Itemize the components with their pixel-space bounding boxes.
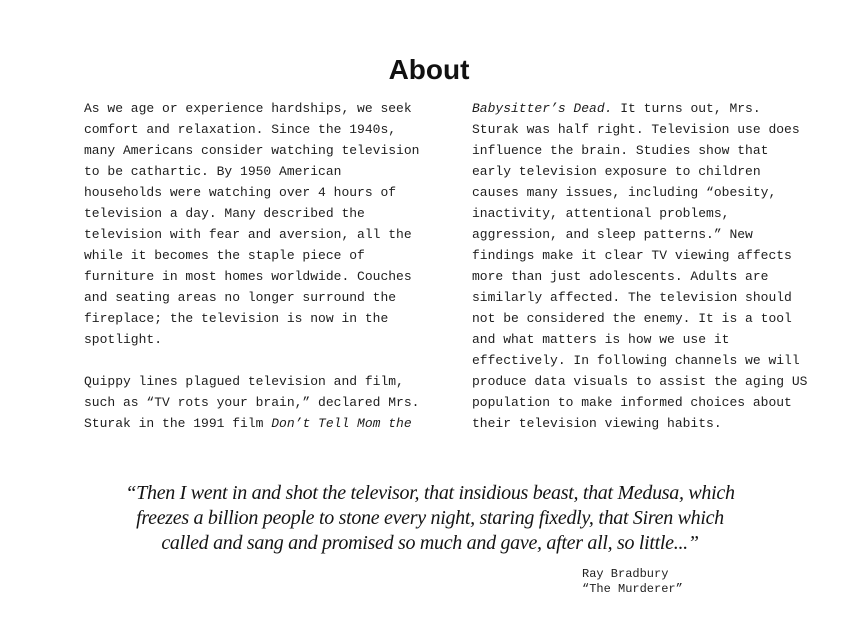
body-text-line: population to make informed choices about [472,395,792,410]
film-title-italic: Babysitter’s Dead. [472,101,613,116]
about-text-right-column [472,98,808,434]
body-text-segment: Sturak in the 1991 film [84,416,272,431]
body-text-line: television a day. Many described the [84,206,365,221]
body-text-line: similarly affected. The television should [472,290,792,305]
body-text-line: households were watching over 4 hours of [84,185,397,200]
quote-attribution [582,567,683,597]
body-text-line: findings make it clear TV viewing affects [472,248,792,263]
body-text-line: more than just adolescents. Adults are [472,269,769,284]
body-text-segment: It turns out, Mrs. [612,101,761,116]
body-text-line: inactivity, attentional problems, [472,206,730,221]
body-text-line: while it becomes the staple piece of [84,248,365,263]
body-text-line: to be cathartic. By 1950 American [84,164,342,179]
body-text-line: spotlight. [84,332,163,347]
body-text-line: fireplace; the television is now in the [84,311,389,326]
body-text-line: influence the brain. Studies show that [472,143,769,158]
paragraph-spacer [84,350,424,371]
body-text-line: causes many issues, including “obesity, [472,185,777,200]
quote-line: freezes a billion people to stone every night, staring fixedly, that Siren which [136,507,724,529]
quote-line: “Then I went in and shot the televisor, that insidious beast, that Medusa, which [125,482,735,504]
body-text-line: not be considered the enemy. It is a tool [472,311,792,326]
body-text-line: aggression, and sleep patterns.” New [472,227,753,242]
about-text-left-column [84,98,424,434]
page-title: About [388,54,470,85]
body-text-line: Sturak was half right. Television use does [472,122,800,137]
body-text-line: Quippy lines plagued television and film, [84,374,404,389]
body-text-line: As we age or experience hardships, we seek [84,101,412,116]
film-title-italic: Don’t Tell Mom the [271,416,412,431]
quote-source: “The Murderer” [582,582,683,596]
body-text-line: such as “TV rots your brain,” declared Mrs. [84,395,420,410]
body-text-line: comfort and relaxation. Since the 1940s, [84,122,397,137]
body-text-line [472,98,802,119]
body-text-line [84,413,424,434]
body-text-line: and what matters is how we use it [472,332,730,347]
quote-line: called and sang and promised so much and gave, after all, so little...” [161,532,699,554]
body-text-line: television with fear and aversion, all the [84,227,412,242]
body-text-line: many Americans consider watching television [84,143,420,158]
quote-author: Ray Bradbury [582,567,669,581]
body-text-line: effectively. In following channels we will [472,353,800,368]
body-text-line: produce data visuals to assist the aging US [472,374,808,389]
pull-quote [80,481,780,556]
body-text-line: early television exposure to children [472,164,761,179]
body-text-line: and seating areas no longer surround the [84,290,397,305]
body-text-line: furniture in most homes worldwide. Couches [84,269,412,284]
body-text-line: their television viewing habits. [472,416,722,431]
